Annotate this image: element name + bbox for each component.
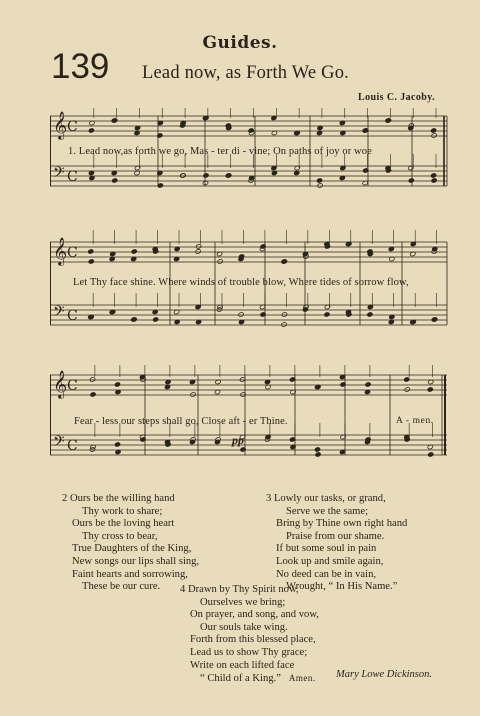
verse-line: These be our cure. xyxy=(82,581,161,593)
lyrics-line-3: Fear - less our steps shall go, Close aft - er Thine. xyxy=(74,416,288,427)
svg-text:𝄢: 𝄢 xyxy=(53,303,65,324)
verse-line: If but some soul in pain xyxy=(276,543,377,555)
verse-line: Wrought, “ In His Name.” xyxy=(286,581,398,593)
music-staff-1 xyxy=(50,108,450,218)
music-system-2 xyxy=(50,230,450,348)
composer: Louis C. Jacoby. xyxy=(358,92,435,103)
svg-text:C: C xyxy=(67,308,78,324)
verse-line: Serve we the same; xyxy=(286,505,369,517)
verse-line: True Daughters of the King, xyxy=(72,543,192,555)
music-staff-2 xyxy=(50,230,450,348)
verse-4 xyxy=(180,584,319,686)
verse-line: Write on each lifted face xyxy=(190,659,295,671)
verse-3 xyxy=(266,493,407,594)
verse-line: On prayer, and song, and vow, xyxy=(190,609,319,621)
verse-line-text: “ Child of a King.” xyxy=(200,673,281,685)
verse-line: Ourselves we bring; xyxy=(200,596,286,608)
svg-text:C: C xyxy=(67,378,78,394)
hymn-title: Lead now, as Forth We Go. xyxy=(142,63,349,83)
svg-text:C: C xyxy=(67,245,78,261)
verse-line: Look up and smile again, xyxy=(276,555,384,567)
amen-word: Amen. xyxy=(288,673,316,684)
verse-line: 4 Drawn by Thy Spirit now, xyxy=(180,584,299,595)
svg-text:C: C xyxy=(67,438,78,454)
svg-text:𝄢: 𝄢 xyxy=(53,164,65,185)
author-credit: Mary Lowe Dickinson. xyxy=(336,669,432,680)
svg-text:𝄞: 𝄞 xyxy=(53,370,68,398)
section-title: Guides. xyxy=(202,33,278,53)
music-system-1 xyxy=(50,108,450,218)
verse-line: 3 Lowly our tasks, or grand, xyxy=(266,493,386,504)
verse-line: Lead us to show Thy grace; xyxy=(190,646,308,658)
dynamic-marking: pp xyxy=(232,433,244,447)
lyrics-line-2: Let Thy face shine. Where winds of trouble blow, Where tides of sorrow flow, xyxy=(73,277,409,288)
svg-text:𝄢: 𝄢 xyxy=(53,433,65,454)
verse-line: New songs our lips shall sing, xyxy=(72,555,200,567)
verse-line: Faint hearts and sorrowing, xyxy=(72,568,188,580)
svg-text:𝄞: 𝄞 xyxy=(53,237,68,265)
verse-line: No deed can be in vain, xyxy=(276,568,377,580)
svg-text:C: C xyxy=(67,169,78,185)
verse-line: Ours be the loving heart xyxy=(72,518,175,530)
verse-line: Thy cross to bear, xyxy=(82,530,158,542)
svg-text:C: C xyxy=(67,119,78,135)
verse-line xyxy=(180,672,319,686)
verse-line: 2 Ours be the willing hand xyxy=(62,493,175,504)
svg-text:𝄞: 𝄞 xyxy=(53,111,68,139)
lyrics-line-1: 1. Lead now,as forth we go, Mas - ter di - vine; On paths of joy or woe xyxy=(68,146,372,157)
verse-2 xyxy=(62,493,199,594)
verse-line: Praise from our shame. xyxy=(286,530,385,542)
verse-line: Our souls take wing. xyxy=(200,621,288,633)
verse-line: Bring by Thine own right hand xyxy=(276,518,408,530)
amen-lyric: A - men. xyxy=(396,416,434,426)
verse-line: Forth from this blessed place, xyxy=(190,634,316,646)
hymn-number: 139 xyxy=(51,47,110,86)
verse-line: Thy work to share; xyxy=(82,505,163,517)
